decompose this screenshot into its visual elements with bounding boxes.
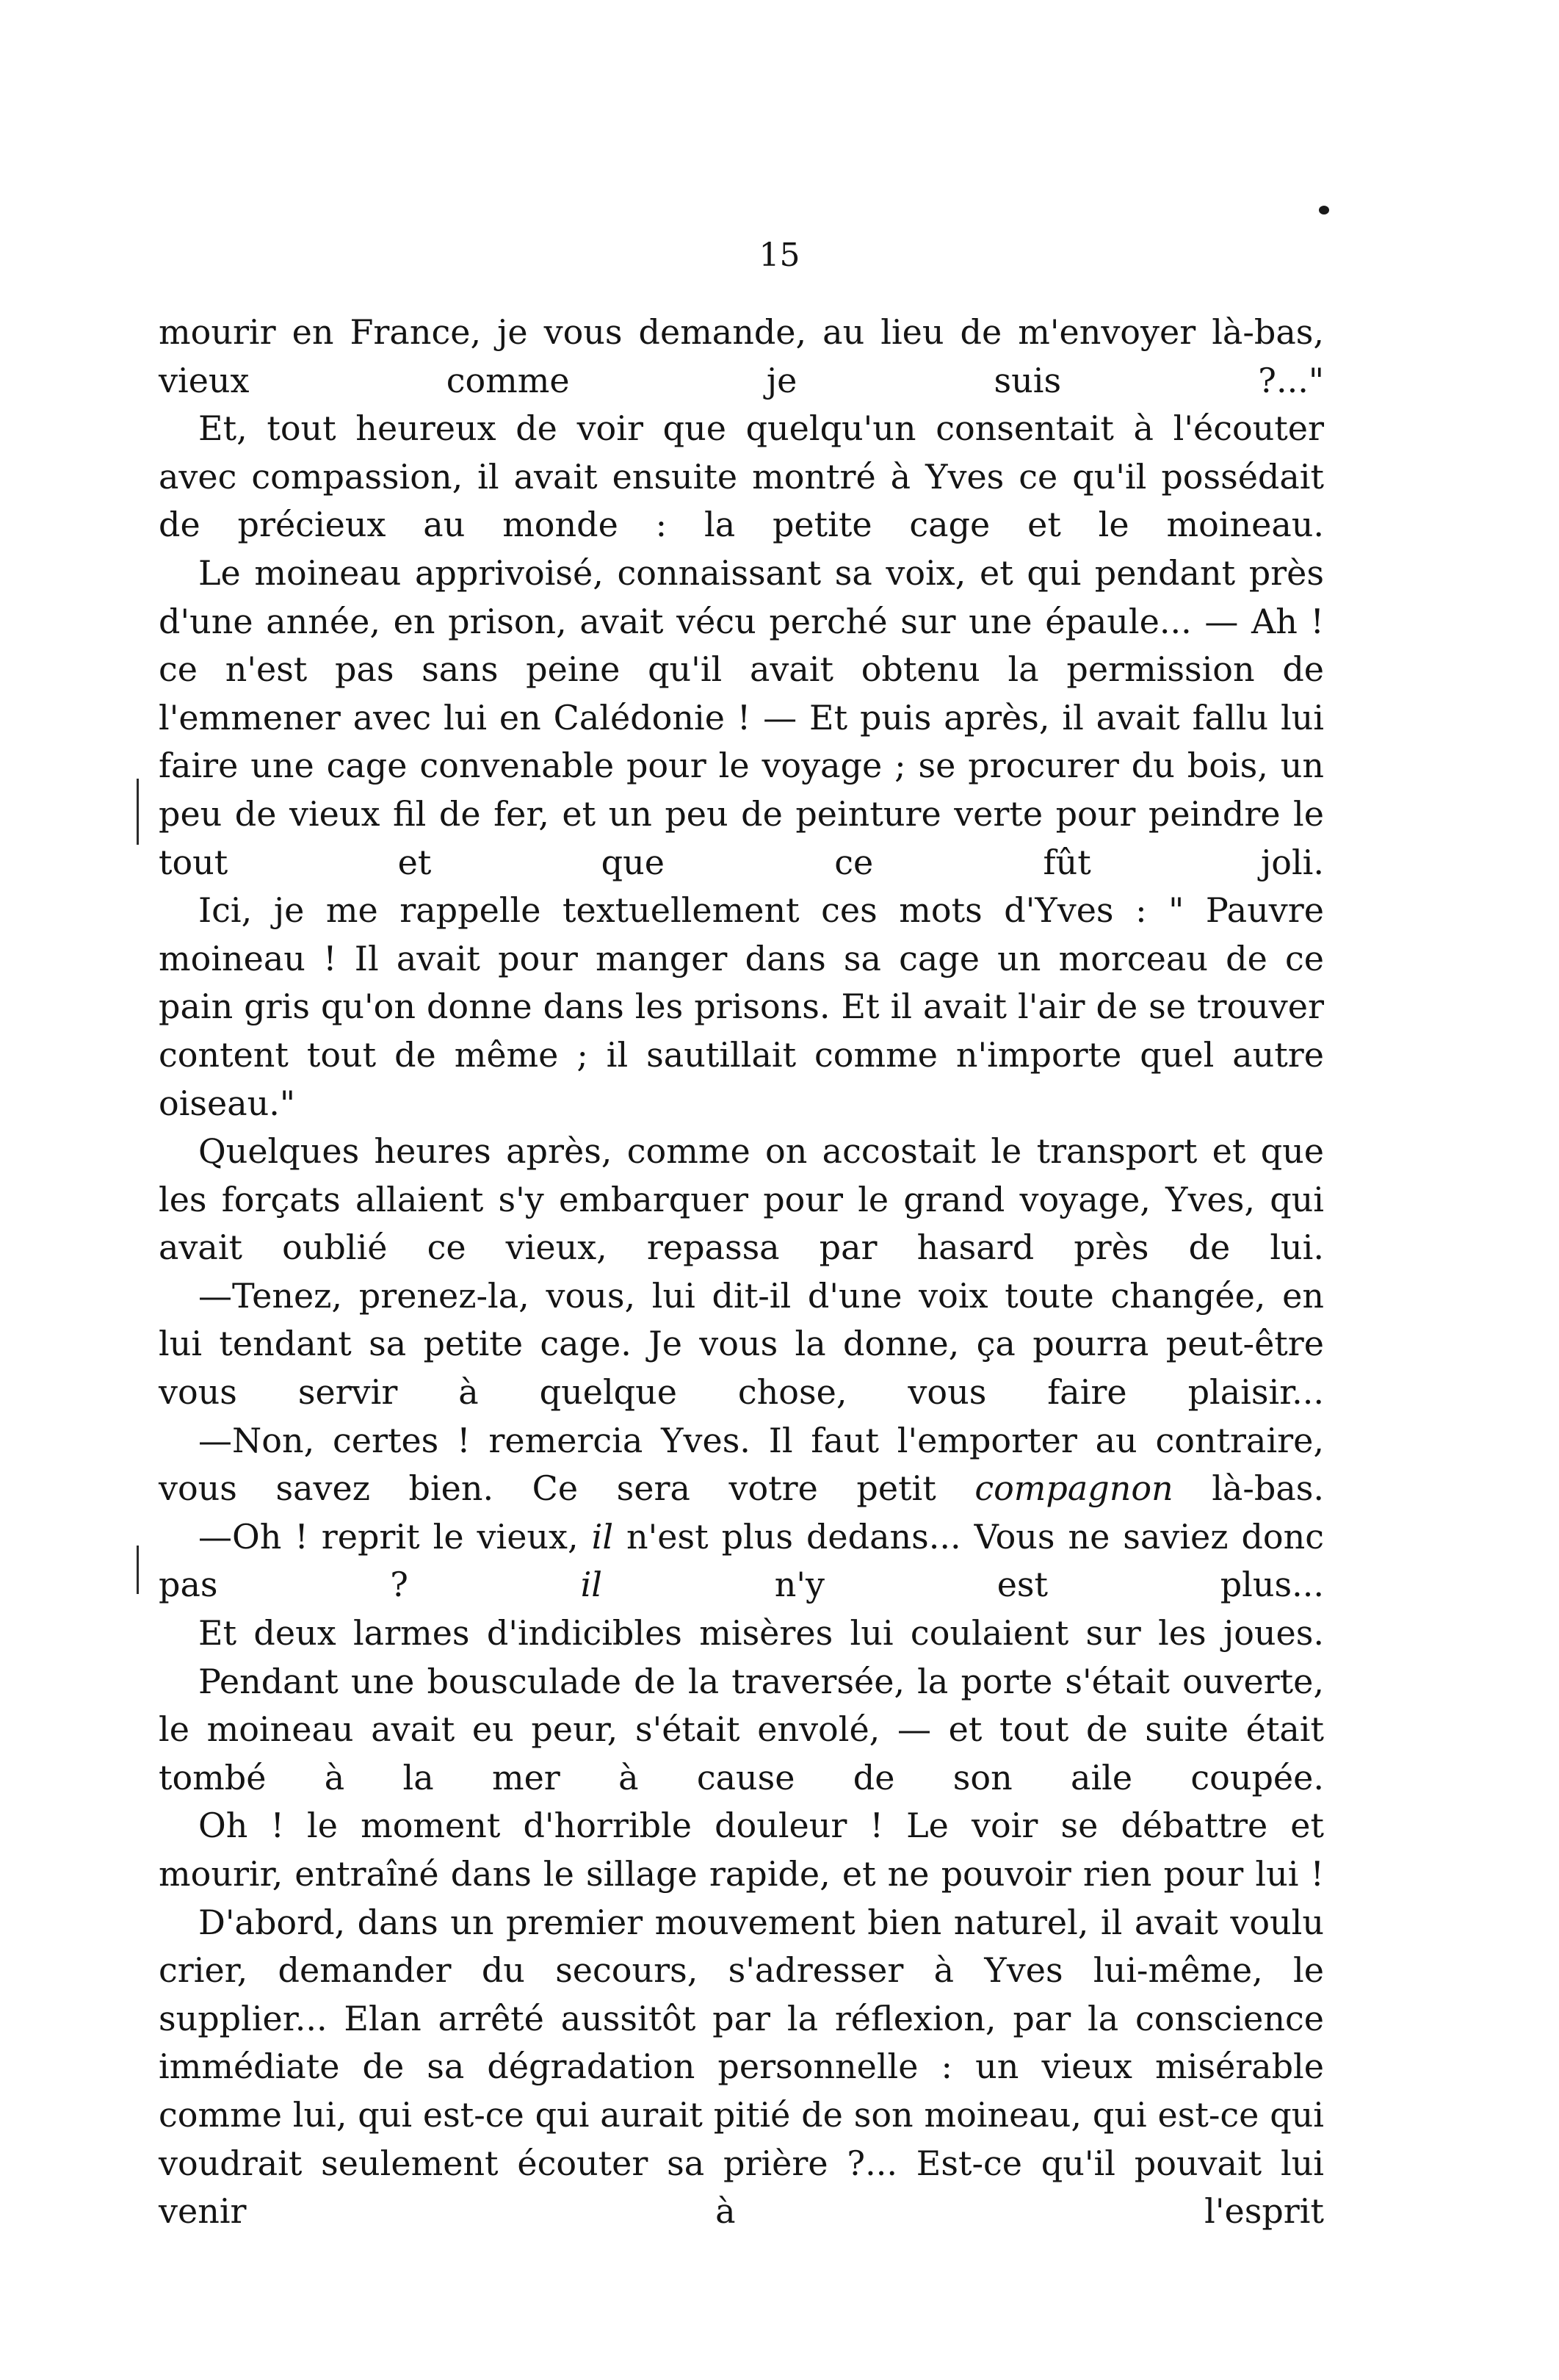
ink-speck [1319, 206, 1329, 214]
paragraph: Pendant une bousculade de la traversée, la porte s'était ouverte, le moineau avait eu peur, s'était envolé, — et tout de suite était tombé à la mer à cause de son aile coupée. [159, 1661, 1324, 1797]
paragraph: Ici, je me rappelle textuellement ces mots d'Yves : " Pauvre moineau ! Il avait pour manger dans sa cage un morceau de ce pain gris qu'on donne dans les prisons. Et il avait l'air de se trouver content tout de même ; il sautillait comme n'importe quel autre oiseau." [159, 890, 1324, 1123]
emphasis-text: compagnon [974, 1468, 1173, 1509]
paragraph: Oh ! le moment d'horrible douleur ! Le voir se débattre et mourir, entraîné dans le sillage rapide, et ne pouvoir rien pour lui ! [159, 1806, 1324, 1894]
emphasis-text: il [580, 1565, 603, 1605]
body-text [159, 309, 1324, 2236]
dialogue-text: —Non, certes ! remercia Yves. Il faut l'emporter au contraire, vous savez bien. Ce sera votre petit [159, 1420, 1324, 1509]
paragraph-continuation: mourir en France, je vous demande, au lieu de m'envoyer là-bas, vieux comme je suis ?..." [159, 312, 1324, 400]
paragraph: Le moineau apprivoisé, connaissant sa voix, et qui pendant près d'une année, en prison, avait vécu perché sur une épaule... — Ah ! ce n'est pas sans peine qu'il avait obtenu la permission de l'emmener avec lui en Calédonie ! — Et puis après, il avait fallu lui faire une cage convenable pour le voyage ; se procurer du bois, un peu de vieux fil de fer, et un peu de peinture verte pour peindre le tout et que ce fût joli. [159, 552, 1324, 882]
margin-mark-upper [137, 779, 139, 845]
dialogue-text: —Oh ! reprit le vieux, [198, 1516, 592, 1557]
page-number: 15 [759, 237, 800, 274]
paragraph-last: D'abord, dans un premier mouvement bien naturel, il avait voulu crier, demander du secours, s'adresser à Yves lui-même, le supplier... Elan arrêté aussitôt par la réflexion, par la conscience immédiate de sa dégradation personnelle : un vieux misérable comme lui, qui est-ce qui aurait pitié de son moineau, qui est-ce qui voudrait seulement écouter sa prière ?... Est-ce qu'il pouvait lui venir à l'esprit [159, 1902, 1324, 2232]
paragraph: Et deux larmes d'indicibles misères lui coulaient sur les joues. [198, 1613, 1324, 1654]
margin-mark-lower [137, 1546, 139, 1594]
dialogue-paragraph [159, 1417, 1324, 1513]
paragraph: Et, tout heureux de voir que quelqu'un consentait à l'écouter avec compassion, il avait ensuite montré à Yves ce qu'il possédait de précieux au monde : la petite cage et le moineau. [159, 408, 1324, 545]
paragraph: Quelques heures après, comme on accostait le transport et que les forçats allaient s'y embarquer pour le grand voyage, Yves, qui avait oublié ce vieux, repassa par hasard près de lui. [159, 1131, 1324, 1268]
dialogue-text: n'est plus dedans... Vous ne saviez donc pas ? [159, 1516, 1324, 1605]
emphasis-text: il [591, 1516, 614, 1557]
dialogue-paragraph [159, 1513, 1324, 1609]
dialogue-text: là-bas. [1173, 1468, 1324, 1509]
dialogue-text: n'y est plus... [602, 1565, 1324, 1605]
dialogue-paragraph: —Tenez, prenez-la, vous, lui dit-il d'une voix toute changée, en lui tendant sa petite cage. Je vous la donne, ça pourra peut-être vous servir à quelque chose, vous faire plaisir... [159, 1275, 1324, 1413]
